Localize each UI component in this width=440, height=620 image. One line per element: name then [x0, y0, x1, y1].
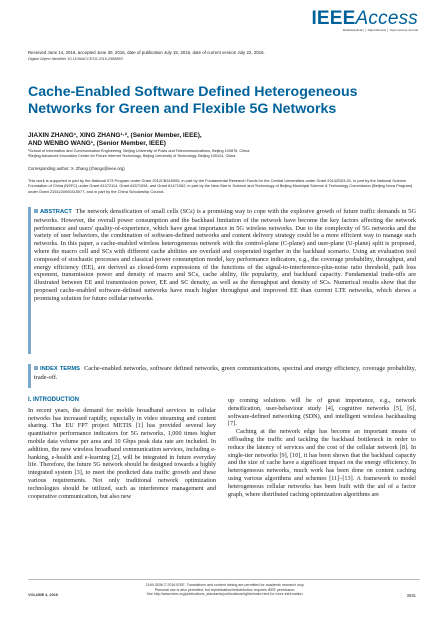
volume-label: VOLUME 4, 2016: [28, 593, 58, 597]
paper-title: Cache-Enabled Software Defined Heterogeneous Networks for Green and Flexible 5G Networks: [28, 84, 358, 117]
section-heading-introduction: I. INTRODUCTION: [28, 397, 79, 403]
index-terms: [34, 365, 416, 382]
journal-logo-text: [311, 10, 418, 28]
journal-logo: [311, 10, 418, 33]
affiliation-1: ¹School of Information and Communication Engineering, Beijing University of Posts and Telecommunications, Beijing 100876, China: [28, 149, 250, 153]
body-column-right: [228, 397, 416, 498]
square-bullet-icon: [34, 209, 38, 213]
logo-prefix: IEEE: [311, 8, 356, 29]
abstract-text: The network densification of small cells (SCs) is a promising way to cope with the explosive growth of future traffic demands in 5G networks. However, the overall power consumption and the backhaul limitation of the network have become the key factors affecting the network performance and users' quality-of-experience, which have great importance in 5G wireless networks. Due to the complexity of 5G networks and the variety of user behaviors, the combination of software-defined networks and content delivery strategy could be a more efficient way to manage such networks. In this paper, a cache-enabled wireless heterogeneous network with the control-plane (C-plane) and user-plane (U-plane) split is proposed, where the macro cell and SCs with different cache abilities are overlaid and cooperated together in the backhaul scenario. Using an evaluation tool composed of stochastic processes and classical power consumption model, key performance indicators, e.g., the coverage probability, throughput, and energy efficiency (EE), are derived as closed-form expressions of the functions of the signal-to-interference-plus-noise ratio threshold, path loss exponent, transmission power and density of macro and SCs, cache ability, file popularity, and backhaul capacity. Fundamental trade-offs are illustrated between EE and transmission power, EE and SC density, as well as the throughput and density of SCs. Numerical results show that the proposed cache-enabled software-defined networks have much higher throughput and improved EE than current LTE networks, which shows a promising solution for future cellular networks.: [34, 208, 417, 302]
author-list: [28, 132, 408, 148]
abstract: [34, 208, 416, 303]
affiliations: [28, 149, 418, 159]
author-line-2: AND WENBO WANG¹, (Senior Member, IEEE): [28, 140, 166, 147]
index-terms-label: INDEX TERMS: [34, 366, 80, 372]
author-line-1: JIAXIN ZHANG¹, XING ZHANG¹·², (Senior Member, IEEE),: [28, 132, 202, 139]
intro-paragraph-1: In recent years, the demand for mobile broadband services in cellular networks has increased rapidly, especially in video streaming and content sharing. The EU FP7 project METIS [1] has provided several key quantitative performance indicators for 5G networks, 1,000 times higher mobile data volume per area and 10 Gbps peak data rate are included. In addition, the new wireless broadband communication services, including e-banking, e-health and e-learning [2], will be integrated in future everyday life. Therefore, the future 5G network should be designed towards a highly integrated system [3], to meet the predicted data traffic growth and these various requirements. Not only traditional network optimization technologies should be utilized, such as interference management and cooperative communication, but also new: [28, 406, 216, 500]
copyright-line-1: 2169-3536 © 2016 IEEE. Translations and content mining are permitted for academic research only.: [145, 583, 305, 587]
page-number: 3591: [406, 593, 416, 598]
funding-statement: This work is supported in part by the National 973 Program under Grant 2012CB316005, in part by the Fundamental Research Funds for the Central Universities under Grant 2014ZD03-01, in part by the National Science Foundation of China (NSFC) under Grant 61372114, Grant 61571054, and Grant 61471062, in part by the New Star in Science and Technology of Beijing Municipal Science & Technology Commission (Beijing Nova Program) under Grant Z151100000315077, and in part by the China Scholarship Council.: [28, 178, 413, 194]
publication-dates: Received June 14, 2016, accepted June 30, 2016, date of publication July 15, 2016, date of current version July 22, 2016.: [28, 50, 265, 55]
doi: Digital Object Identifier 10.1109/ACCESS.2016.2588883: [28, 57, 123, 61]
intro-paragraph-2: Caching at the network edge has become an important means of offloading the traffic and tackling the backhaul bottleneck in order to reduce the latency of services and the cost of the cellular network [8]. In single-tier networks [9], [10], it has been shown that the backhaul capacity and the size of cache have a significant impact on the energy efficiency. In heterogeneous networks, much work has been done on content caching using various algorithms and schemes [11]–[13]. A framework to model heterogeneous cellular networks has been built with the aid of a factor graph, where distributed caching optimization algorithms are: [228, 428, 416, 498]
footer-divider: [28, 579, 420, 580]
copyright-line-3: See http://www.ieee.org/publications_standards/publications/rights/index.html for more information.: [146, 592, 304, 597]
copyright-notice: [100, 583, 350, 597]
copyright-line-2: Personal use is also permitted, but republication/redistribution requires IEEE permission.: [154, 587, 296, 592]
intro-paragraph-continued: up coming solutions will be of great importance, e.g., network densification, user-behaviour study [4], cognitive networks [5], [6], software-defined networking (SDN), and intelligent wireless backhauling [7].: [228, 397, 416, 428]
abstract-label: ABSTRACT: [34, 209, 72, 215]
body-column-left: [28, 397, 216, 500]
abstract-side-bar: [28, 207, 31, 354]
corresponding-author: Corresponding author: X. Zhang (zhangx@ieee.org): [28, 166, 125, 171]
journal-tagline: Multidisciplinary │ Rapid Review │ Open Access Journal: [342, 28, 418, 32]
square-bullet-icon: [34, 366, 38, 370]
index-terms-side-bar: [28, 364, 31, 388]
logo-suffix: Access: [355, 8, 418, 29]
index-terms-text: Cache-enabled networks, software defined networks, green communications, spectral and energy efficiency, coverage probability, trade-off.: [34, 365, 416, 381]
affiliation-2: ²Beijing Advanced Innovation Center for Future Internet Technology, Beijing University of Technology, Beijing 100124, China: [28, 154, 236, 158]
